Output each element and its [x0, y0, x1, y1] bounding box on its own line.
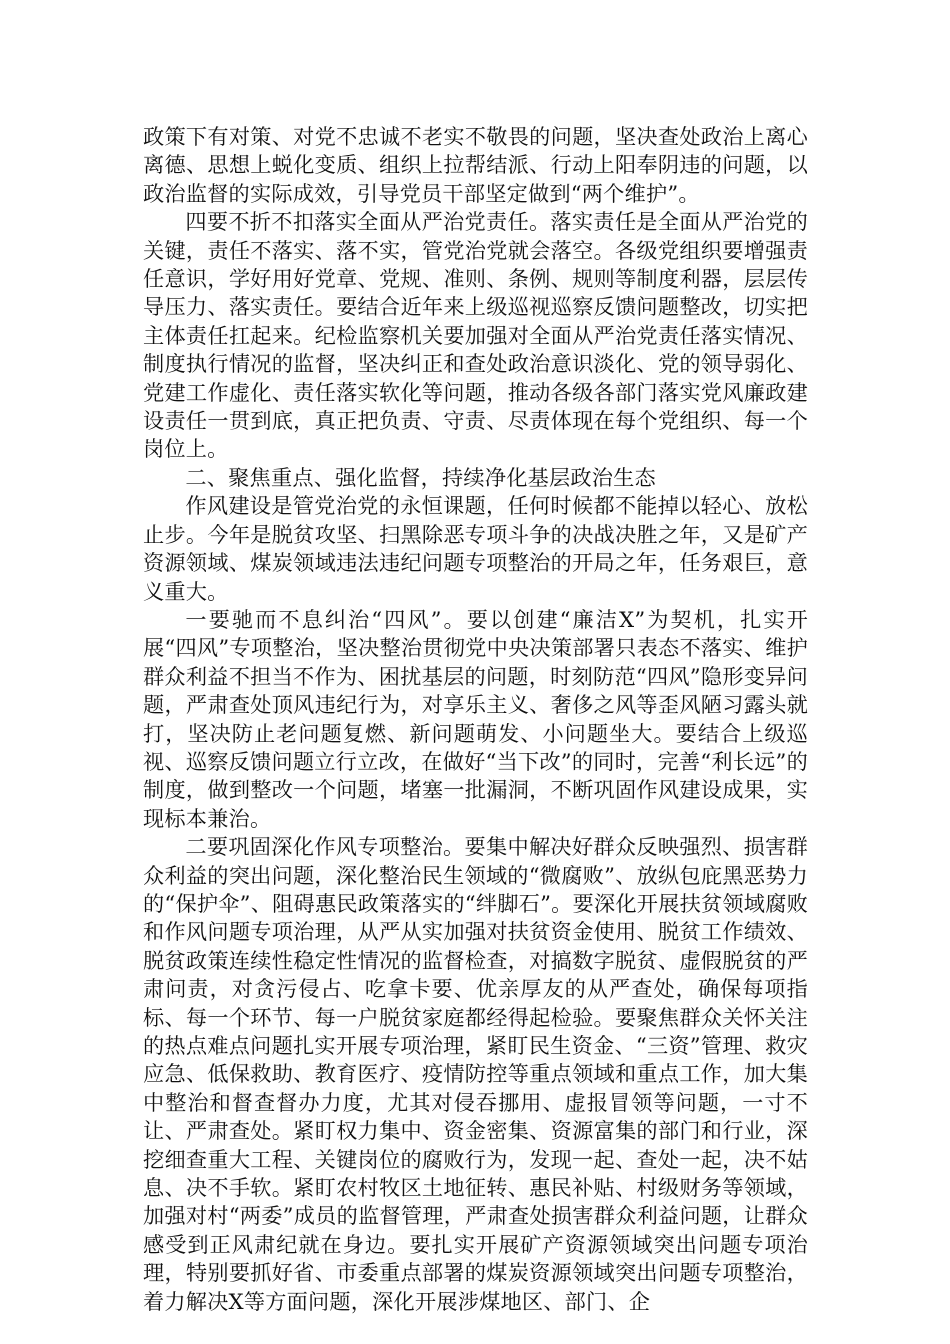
- paragraph-fourth-requirement: 四要不折不扣落实全面从严治党责任。落实责任是全面从严治党的关键，责任不落实、落不实，管党治党就会落空。各级党组织要增强责任意识，学好用好党章、党规、准则、条例、规则等制度利器，层层传导压力、落实责任。要结合近年来上级巡视巡察反馈问题整改，切实把主体责任扛起来。纪检监察机关要加强对全面从严治党责任落实情况、制度执行情况的监督，坚决纠正和查处政治意识淡化、党的领导弱化、党建工作虚化、责任落实软化等问题，推动各级各部门落实党风廉政建设责任一贯到底，真正把负责、守责、尽责体现在每个党组织、每一个岗位上。: [143, 209, 808, 462]
- paragraph-first-requirement: 一要驰而不息纠治“四风”。要以创建“廉洁X”为契机，扎实开展“四风”专项整治，坚决整治贯彻党中央决策部署只表态不落实、维护群众利益不担当不作为、困扰基层的问题，时刻防范“四风”隐形变异问题，严肃查处顶风违纪行为，对享乐主义、奢侈之风等歪风陋习露头就打，坚决防止老问题复燃、新问题萌发、小问题坐大。要结合上级巡视、巡察反馈问题立行立改，在做好“当下改”的同时，完善“利长远”的制度，做到整改一个问题，堵塞一批漏洞，不断巩固作风建设成果，实现标本兼治。: [143, 606, 808, 831]
- paragraph-continuation: 政策下有对策、对党不忠诚不老实不敬畏的问题，坚决查处政治上离心离德、思想上蜕化变质、组织上拉帮结派、行动上阳奉阴违的问题，以政治监督的实际成效，引导党员干部坚定做到“两个维护”。: [143, 124, 808, 206]
- paragraph-work-style-intro: 作风建设是管党治党的永恒课题，任何时候都不能掉以轻心、放松止步。今年是脱贫攻坚、扫黑除恶专项斗争的决战决胜之年，又是矿产资源领域、煤炭领域违法违纪问题专项整治的开局之年，任务艰巨，意义重大。: [143, 493, 808, 604]
- paragraph-second-requirement: 二要巩固深化作风专项整治。要集中解决好群众反映强烈、损害群众利益的突出问题，深化整治民生领域的“微腐败”、放纵包庇黑恶势力的“保护伞”、阻碍惠民政策落实的“绊脚石”。要深化开展扶贫领域腐败和作风问题专项治理，从严从实加强对扶贫资金使用、脱贫工作绩效、脱贫政策连续性稳定性情况的监督检查，对搞数字脱贫、虚假脱贫的严肃问责，对贪污侵占、吃拿卡要、优亲厚友的从严查处，确保每项指标、每一个环节、每一户脱贫家庭都经得起检验。要聚焦群众关怀关注的热点难点问题扎实开展专项治理，紧盯民生资金、“三资”管理、救灾应急、低保救助、教育医疗、疫情防控等重点领域和重点工作，加大集中整治和督查督办力度，尤其对侵吞挪用、虚报冒领等问题，一寸不让、严肃查处。紧盯权力集中、资金密集、资源富集的部门和行业，深挖细查重大工程、关键岗位的腐败行为，发现一起、查处一起，决不姑息、决不手软。紧盯农村牧区土地征转、惠民补贴、村级财务等领域，加强对村“两委”成员的监督管理，严肃查处损害群众利益问题，让群众感受到正风肃纪就在身边。要扎实开展矿产资源领域突出问题专项治理，特别要抓好省、市委重点部署的煤炭资源领域突出问题专项整治，着力解决X等方面问题，深化开展涉煤地区、部门、企: [143, 834, 808, 1314]
- document-body: [143, 123, 808, 1316]
- section-heading-two: 二、聚焦重点、强化监督，持续净化基层政治生态: [185, 464, 656, 490]
